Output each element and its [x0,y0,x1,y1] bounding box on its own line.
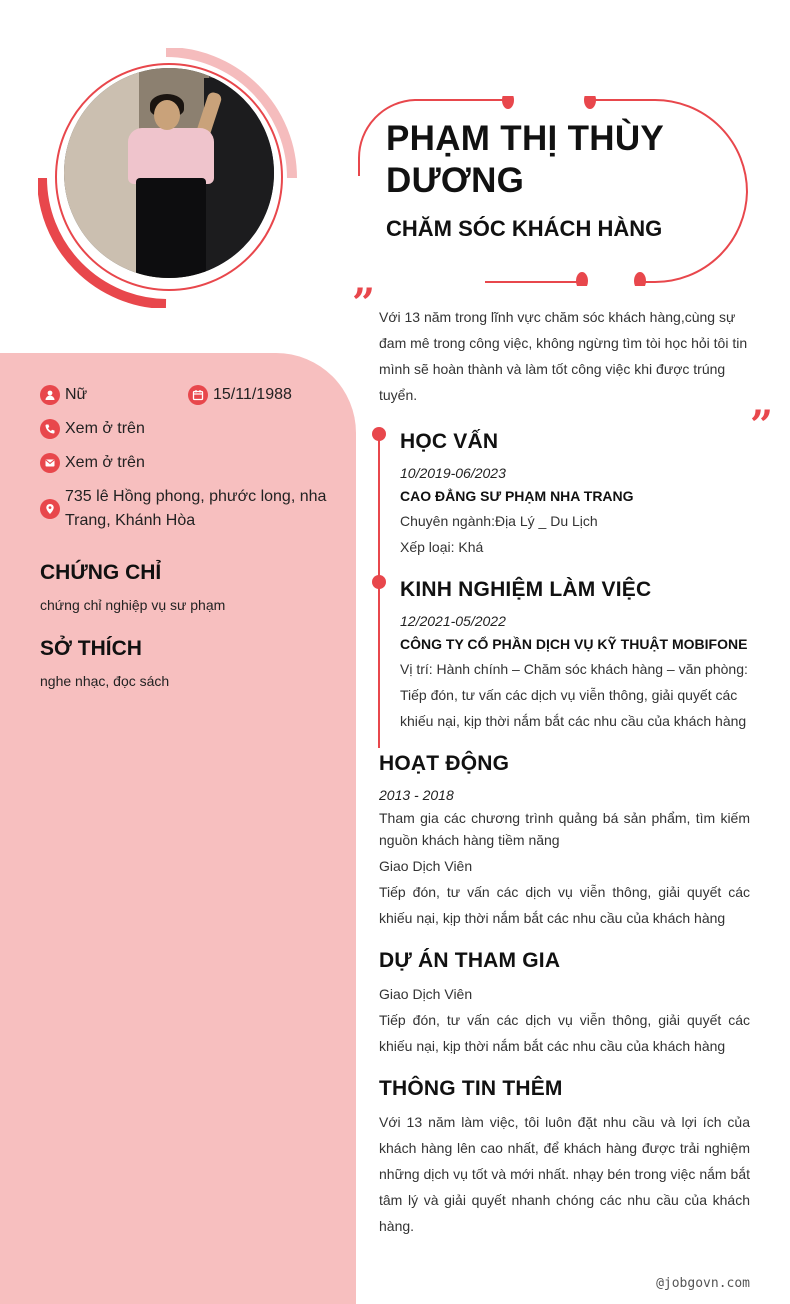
activities-line3: Tiếp đón, tư vấn các dịch vụ viễn thông, giải quyết các khiếu nại, kịp thời nắm bắt các nhu cầu của khách hàng [379,884,750,926]
location-pin-icon [40,499,60,519]
phone-row [40,417,145,441]
phone-value: Xem ở trên [65,420,145,437]
mail-icon [40,453,60,473]
education-major: Chuyên ngành:Địa Lý _ Du Lịch [400,513,598,529]
experience-company: CÔNG TY CỔ PHẦN DỊCH VỤ KỸ THUẬT MOBIFONE [400,636,748,652]
hobbies-text: nghe nhạc, đọc sách [40,673,170,689]
birthday-value: 15/11/1988 [213,386,292,403]
quote-open-icon: ” [352,280,376,327]
gender-row [40,383,87,407]
timeline-dot [372,427,386,441]
education-grade: Xếp loại: Khá [400,539,484,555]
timeline-dot [372,575,386,589]
additional-text: Với 13 năm làm việc, tôi luôn đặt nhu cầu và lợi ích của khách hàng lên cao nhất, để khách hàng được trải nghiệm những dịch vụ tốt và mới nhất. nhạy bén trong việc nắm bắt tâm lý và giải quyết nhanh chóng các nhu cầu của khách hàng. [379,1114,750,1234]
footer-watermark: @jobgovn.com [656,1276,750,1291]
projects-description: Tiếp đón, tư vấn các dịch vụ viễn thông, giải quyết các khiếu nại, kịp thời nắm bắt các nhu cầu của khách hàng [379,1012,750,1054]
activities-date: 2013 - 2018 [379,787,454,803]
phone-icon [40,419,60,439]
full-name: PHẠM THỊ THÙY DƯƠNG [386,119,664,200]
address-row [40,485,330,533]
activities-title: HOẠT ĐỘNG [379,752,510,775]
avatar [38,48,298,308]
experience-date: 12/2021-05/2022 [400,613,506,629]
certificates-title: CHỨNG CHỈ [40,561,162,584]
job-title: CHĂM SÓC KHÁCH HÀNG [386,216,663,241]
email-row [40,451,145,475]
address-value: 735 lê Hồng phong, phước long, nha Trang, Khánh Hòa [65,488,327,529]
quote-close-icon: ” [750,402,774,449]
projects-title: DỰ ÁN THAM GIA [379,949,561,972]
activities-line1: Tham gia các chương trình quảng bá sản phẩm, tìm kiếm nguồn khách hàng tiềm năng [379,810,750,848]
projects-role: Giao Dịch Viên [379,986,473,1002]
calendar-icon [188,385,208,405]
experience-description: Vị trí: Hành chính – Chăm sóc khách hàng – văn phòng: Tiếp đón, tư vấn các dịch vụ viễn thông, giải quyết các khiếu nại, kịp thời nắm bắt các nhu cầu của khách hàng [400,661,748,729]
user-icon [40,385,60,405]
education-school: CAO ĐẲNG SƯ PHẠM NHA TRANG [400,488,634,504]
activities-line2: Giao Dịch Viên [379,858,473,874]
education-date: 10/2019-06/2023 [400,465,506,481]
gender-value: Nữ [65,386,88,403]
birthday-row [188,383,292,407]
name-block [386,118,746,242]
certificates-text: chứng chỉ nghiệp vụ sư phạm [40,597,226,613]
additional-title: THÔNG TIN THÊM [379,1077,563,1100]
profile-photo [64,68,274,278]
summary-text: Với 13 năm trong lĩnh vực chăm sóc khách hàng,cùng sự đam mê trong công việc, không ngừng tìm tòi học hỏi tôi tin mình sẽ hoàn thành và làm tốt công việc khi được trúng tuyển. [379,309,748,403]
experience-title: KINH NGHIỆM LÀM VIỆC [400,578,652,601]
email-value: Xem ở trên [65,454,145,471]
education-title: HỌC VẤN [400,430,499,453]
timeline-line [378,432,380,748]
hobbies-title: SỞ THÍCH [40,637,142,660]
